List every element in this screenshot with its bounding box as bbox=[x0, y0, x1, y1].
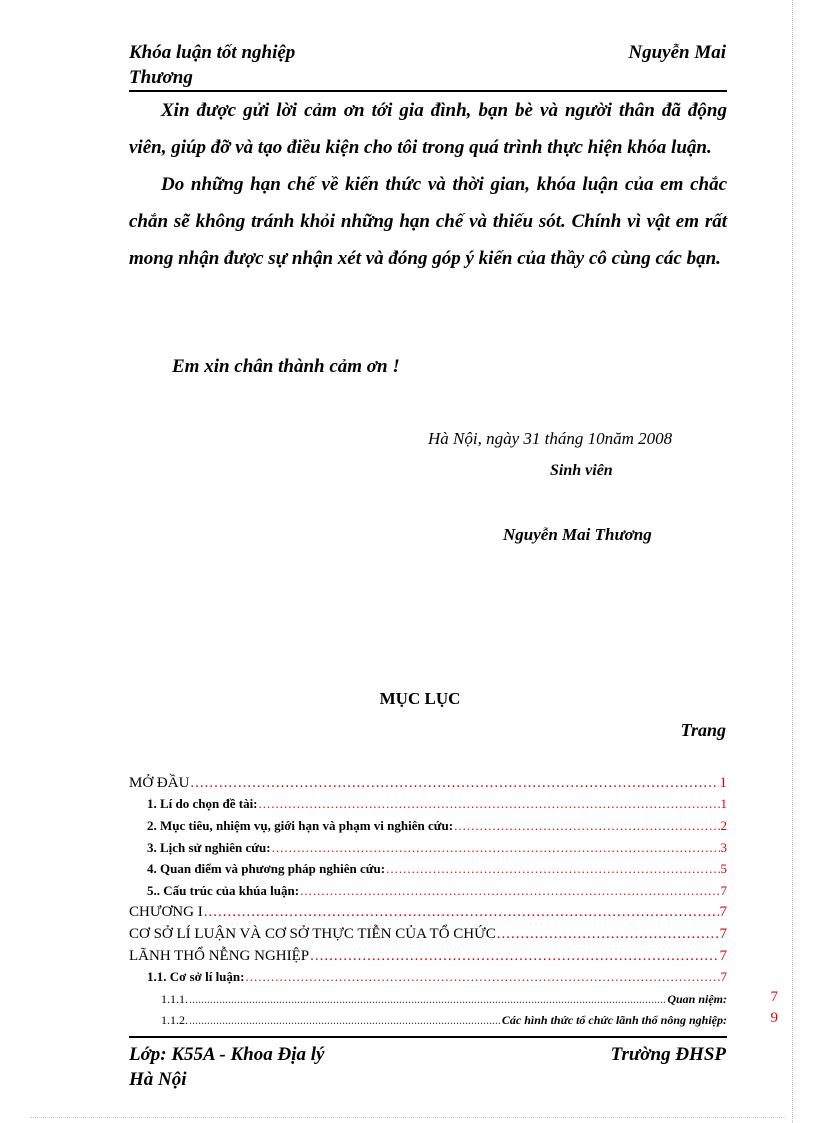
toc-label: 4. Quan điểm và phương pháp nghiên cứu: bbox=[147, 861, 386, 876]
toc-page-outside: 7 bbox=[770, 989, 778, 1005]
toc-label: 1.1.2. bbox=[161, 1013, 188, 1027]
toc-leader bbox=[454, 816, 719, 836]
toc-leader bbox=[190, 773, 718, 793]
toc-page-header: Trang bbox=[680, 720, 726, 740]
toc-entry-7[interactable] bbox=[129, 900, 727, 922]
header-title: Khóa luận tốt nghiệp bbox=[129, 42, 296, 63]
footer-class: Lớp: K55A - Khoa Địa lý bbox=[129, 1044, 325, 1065]
toc-entry-8[interactable] bbox=[129, 922, 727, 944]
footer-left bbox=[129, 1042, 429, 1092]
toc-entry-10[interactable] bbox=[147, 965, 727, 987]
footer-class-cont: Hà Nội bbox=[129, 1069, 187, 1090]
toc-label: MỞ ĐẦU bbox=[129, 775, 190, 791]
toc-entry-5[interactable] bbox=[147, 857, 727, 879]
toc-label: 1. Lí do chọn đề tài: bbox=[147, 796, 258, 811]
toc-label: 1.1.1. bbox=[161, 992, 188, 1006]
toc-page: 3 bbox=[720, 840, 727, 855]
header-title-cont: Thương bbox=[129, 67, 193, 88]
toc-entry-3[interactable] bbox=[147, 814, 727, 836]
signature-role: Sinh viên bbox=[550, 462, 613, 479]
toc-leader bbox=[189, 1010, 501, 1030]
toc-page: 1 bbox=[719, 775, 727, 791]
signature-date: Hà Nội, ngày 31 tháng 10năm 2008 bbox=[428, 429, 673, 448]
footer-rule bbox=[129, 1036, 727, 1038]
toc-page: 7 bbox=[719, 904, 727, 920]
toc-page: 1 bbox=[720, 796, 727, 811]
signature-name: Nguyễn Mai Thương bbox=[503, 525, 652, 544]
page-edge-marker bbox=[792, 0, 793, 1123]
toc-leader bbox=[272, 838, 720, 858]
toc-leader bbox=[386, 859, 719, 879]
toc-page: 7 bbox=[720, 969, 727, 984]
toc-page: 7 bbox=[720, 883, 727, 898]
toc-leader bbox=[204, 902, 719, 922]
toc-label: 3. Lịch sử nghiên cứu: bbox=[147, 840, 271, 855]
toc-label: 2. Mục tiêu, nhiệm vụ, giới hạn và phạm vi nghiên cứu: bbox=[147, 818, 454, 833]
toc-page: 7 bbox=[719, 926, 727, 942]
toc-leader bbox=[245, 967, 719, 987]
header-author: Nguyễn Mai bbox=[628, 42, 726, 63]
toc-page-outside: 9 bbox=[770, 1010, 778, 1026]
toc-label: 5.. Cấu trúc của khúa luận: bbox=[147, 883, 300, 898]
toc-leader bbox=[259, 794, 720, 814]
toc-entry-2[interactable] bbox=[147, 792, 727, 814]
toc-page: 7 bbox=[719, 948, 727, 964]
toc-leader bbox=[300, 881, 719, 901]
toc-entry-4[interactable] bbox=[147, 836, 727, 858]
toc-leader bbox=[310, 946, 718, 966]
toc-entry-12[interactable] bbox=[161, 1008, 727, 1030]
header-left bbox=[129, 40, 429, 90]
acknowledgement-text bbox=[129, 92, 727, 277]
toc-label-tail: Quan niệm: bbox=[667, 992, 727, 1006]
toc-title: MỤC LỤC bbox=[379, 689, 461, 708]
toc-label: CHƯƠNG I bbox=[129, 904, 203, 920]
paragraph-2: Do những hạn chế về kiến thức và thời gian, khóa luận của em chắc chắn sẽ không tránh khỏi những hạn chế và thiếu sót. Chính vì vật em rất mong nhận được sự nhận xét và đóng góp ý kiến của thầy cô cùng các bạn. bbox=[129, 174, 727, 269]
toc-leader bbox=[189, 989, 666, 1009]
toc-entry-9[interactable] bbox=[129, 944, 727, 966]
toc-label: CƠ SỞ LÍ LUẬN VÀ CƠ SỞ THỰC TIỄN CỦA TỔ CHỨC bbox=[129, 926, 496, 942]
toc-entry-11[interactable] bbox=[161, 987, 727, 1009]
toc-entry-6[interactable] bbox=[147, 879, 727, 901]
toc-page: 5 bbox=[720, 861, 727, 876]
footer-school: Trường ĐHSP bbox=[610, 1044, 726, 1065]
toc-label-tail: Các hình thức tổ chức lãnh thổ nông nghiệp: bbox=[501, 1013, 727, 1027]
toc-leader bbox=[497, 924, 719, 944]
toc-label: LÃNH THỔ NỄNG NGHIỆP bbox=[129, 948, 310, 964]
page-bottom-marker bbox=[30, 1117, 786, 1118]
paragraph-1: Xin được gửi lời cảm ơn tới gia đình, bạn bè và người thân đã động viên, giúp đỡ và tạo điều kiện cho tôi trong quá trình thực hiện khóa luận. bbox=[129, 100, 727, 158]
thanks-line: Em xin chân thành cảm ơn ! bbox=[172, 356, 400, 377]
toc-entry-1[interactable] bbox=[129, 771, 727, 793]
toc-label: 1.1. Cơ sở lí luận: bbox=[147, 969, 245, 984]
toc-page: 2 bbox=[720, 818, 727, 833]
